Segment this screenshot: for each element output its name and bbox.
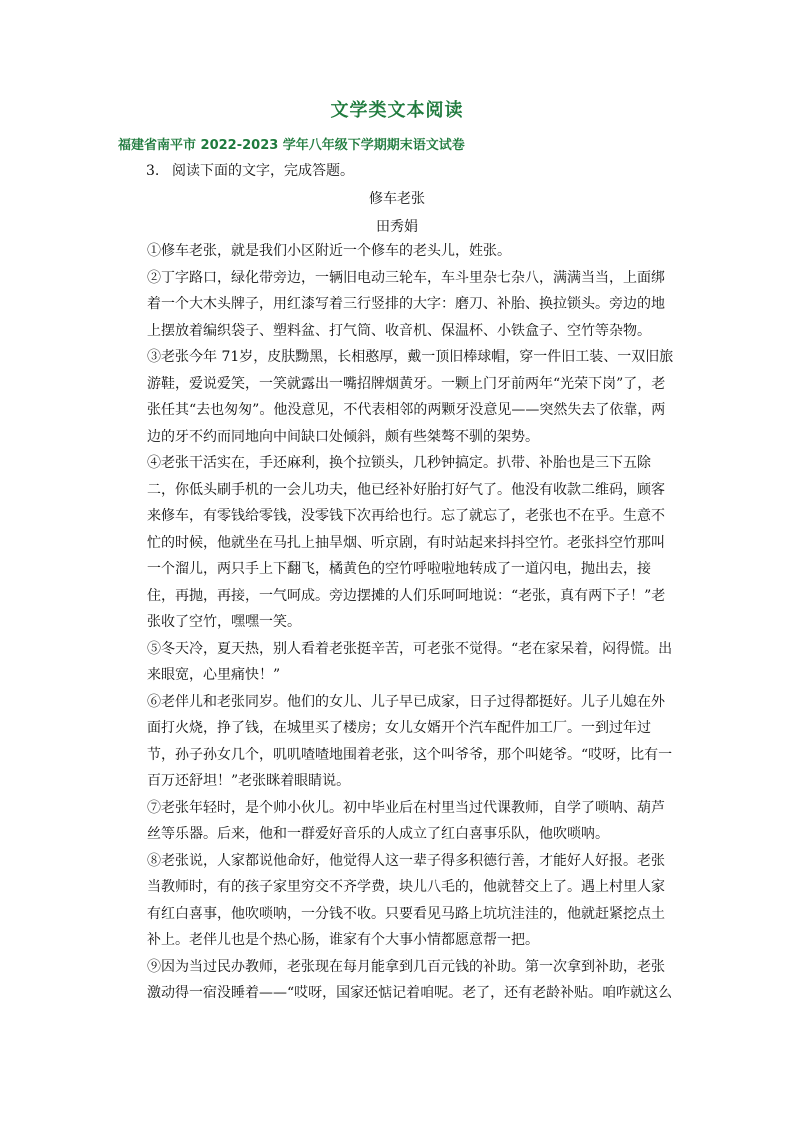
story-author: 田秀娟 bbox=[376, 219, 418, 235]
paragraph-2: ②丁字路口，绿化带旁边，一辆旧电动三轮车，车斗里杂七杂八，满满当当，上面绑着一个大木头牌子，用红漆写着三行竖排的大字：磨刀、补胎、换拉锁头。旁边的地上摆放着编织袋子、塑料盆、打气筒、收音机、保温杯、小铁盒子、空竹等杂物。 bbox=[147, 269, 665, 339]
paragraph-4: ④老张干活实在，手还麻利，换个拉锁头，几秒钟搞定。扒带、补胎也是三下五除二，你低头刷手机的一会儿功夫，他已经补好胎打好气了。他没有收款二维码，顾客来修车，有零钱给零钱，没零钱下次再给也行。忘了就忘了，老张也不在乎。生意不忙的时候，他就坐在马扎上抽旱烟、听京剧，有时站起来抖抖空竹。老张抖空竹那叫一个溜儿，两只手上下翻飞，橘黄色的空竹呼啦啦地转成了一道闪电，抛出去，接住，再抛，再接，一气呵成。旁边摆摊的人们乐呵呵地说：“老张，真有两下子！”老张收了空竹，嘿嘿一笑。 bbox=[147, 455, 666, 630]
paragraph-7: ⑦老张年轻时，是个帅小伙儿。初中毕业后在村里当过代课教师，自学了唢呐、葫芦丝等乐器。后来，他和一群爱好音乐的人成立了红白喜事乐队，他吹唢呐。 bbox=[147, 799, 665, 842]
paragraph-3: ③老张今年 71岁，皮肤黝黑，长相憨厚，戴一顶旧棒球帽，穿一件旧工装、一双旧旅游鞋，爱说爱笑，一笑就露出一嘴招牌烟黄牙。一颗上门牙前两年“光荣下岗”了，老张任其“去也匆匆”。他没意见，不代表相邻的两颗牙没意见——突然失去了依靠，两边的牙不约而同地向中间缺口处倾斜，颇有些桀骜不驯的架势。 bbox=[147, 349, 674, 445]
story-body bbox=[147, 238, 675, 1007]
paragraph-9: ⑨因为当过民办教师，老张现在每月能拿到几百元钱的补助。第一次拿到补助，老张激动得一宿没睡着——“哎呀，国家还惦记着咱呢。老了，还有老龄补贴。咱咋就这么 bbox=[147, 958, 673, 1001]
paragraph-8: ⑧老张说，人家都说他命好，他觉得人这一辈子得多积德行善，才能好人好报。老张当教师时，有的孩子家里穷交不齐学费，块儿八毛的，他就替交上了。遇上村里人家有红白喜事，他吹唢呐，一分钱不收。只要看见马路上坑坑洼洼的，他就赶紧挖点土补上。老伴儿也是个热心肠，谁家有个大事小情都愿意帮一把。 bbox=[147, 852, 665, 948]
paragraph-5: ⑤冬天冷，夏天热，别人看着老张挺辛苦，可老张不觉得。“老在家呆着，闷得慌。出来眼宽，心里痛快！” bbox=[147, 640, 673, 683]
section-title: 文学类文本阅读 bbox=[330, 100, 464, 121]
paragraph-1: ①修车老张，就是我们小区附近一个修车的老头儿，姓张。 bbox=[147, 243, 511, 259]
paragraph-6: ⑥老伴儿和老张同岁。他们的女儿、儿子早已成家，日子过得都挺好。儿子儿媳在外面打火烧，挣了钱，在城里买了楼房；女儿女婿开个汽车配件加工厂。一到过年过节，孙子孙女几个，叽叽喳喳地围着老张，这个叫爷爷，那个叫姥爷。“哎呀，比有一百万还舒坦！”老张眯着眼睛说。 bbox=[147, 693, 673, 789]
story-title: 修车老张 bbox=[369, 191, 425, 207]
question-prompt: 阅读下面的文字，完成答题。 bbox=[172, 163, 354, 179]
exam-source: 福建省南平市 2022-2023 学年八年级下学期期末语文试卷 bbox=[118, 138, 465, 153]
question-number: 3. bbox=[146, 163, 160, 179]
question-line bbox=[146, 160, 354, 180]
